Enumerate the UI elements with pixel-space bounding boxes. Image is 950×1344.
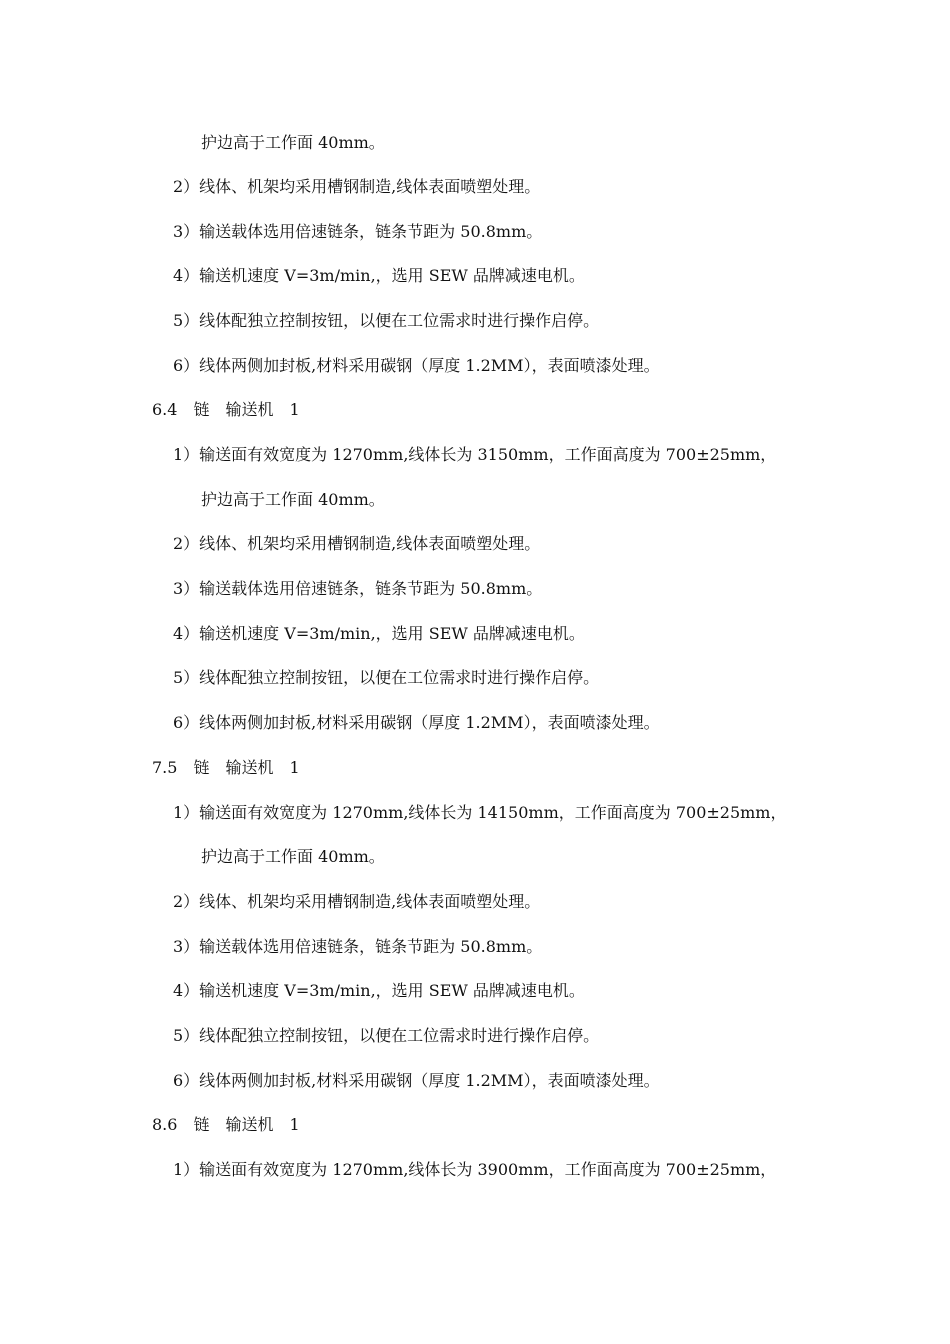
section-heading: 8.6 链 输送机 1: [152, 1115, 300, 1134]
spec-line-continuation: 护边高于工作面 40mm。: [201, 133, 385, 152]
spec-line-item: 3）输送载体选用倍速链条，链条节距为 50.8mm。: [173, 579, 543, 598]
spec-line-item: 1）输送面有效宽度为 1270mm,线体长为 3150mm，工作面高度为 700±25mm，: [173, 445, 777, 464]
spec-line-item: 2）线体、机架均采用槽钢制造,线体表面喷塑处理。: [173, 534, 541, 553]
spec-line-continuation: 护边高于工作面 40mm。: [201, 490, 385, 509]
spec-line-item: 5）线体配独立控制按钮，以便在工位需求时进行操作启停。: [173, 668, 600, 687]
spec-line-item: 3）输送载体选用倍速链条，链条节距为 50.8mm。: [173, 937, 543, 956]
spec-line-item: 4）输送机速度 V=3m/min,，选用 SEW 品牌减速电机。: [173, 624, 585, 643]
spec-line-item: 1）输送面有效宽度为 1270mm,线体长为 3900mm，工作面高度为 700±25mm，: [173, 1160, 777, 1179]
spec-line-item: 2）线体、机架均采用槽钢制造,线体表面喷塑处理。: [173, 177, 541, 196]
spec-line-item: 6）线体两侧加封板,材料采用碳钢（厚度 1.2MM），表面喷漆处理。: [173, 713, 660, 732]
spec-line-item: 2）线体、机架均采用槽钢制造,线体表面喷塑处理。: [173, 892, 541, 911]
spec-line-item: 3）输送载体选用倍速链条，链条节距为 50.8mm。: [173, 222, 543, 241]
spec-line-item: 4）输送机速度 V=3m/min,，选用 SEW 品牌减速电机。: [173, 981, 585, 1000]
section-heading: 6.4 链 输送机 1: [152, 400, 300, 419]
spec-line-item: 5）线体配独立控制按钮，以便在工位需求时进行操作启停。: [173, 1026, 600, 1045]
spec-line-item: 1）输送面有效宽度为 1270mm,线体长为 14150mm，工作面高度为 700±25mm，: [173, 803, 787, 822]
spec-line-item: 4）输送机速度 V=3m/min,，选用 SEW 品牌减速电机。: [173, 266, 585, 285]
spec-line-item: 5）线体配独立控制按钮，以便在工位需求时进行操作启停。: [173, 311, 600, 330]
spec-line-item: 6）线体两侧加封板,材料采用碳钢（厚度 1.2MM），表面喷漆处理。: [173, 1071, 660, 1090]
spec-line-item: 6）线体两侧加封板,材料采用碳钢（厚度 1.2MM），表面喷漆处理。: [173, 356, 660, 375]
spec-line-continuation: 护边高于工作面 40mm。: [201, 847, 385, 866]
section-heading: 7.5 链 输送机 1: [152, 758, 300, 777]
